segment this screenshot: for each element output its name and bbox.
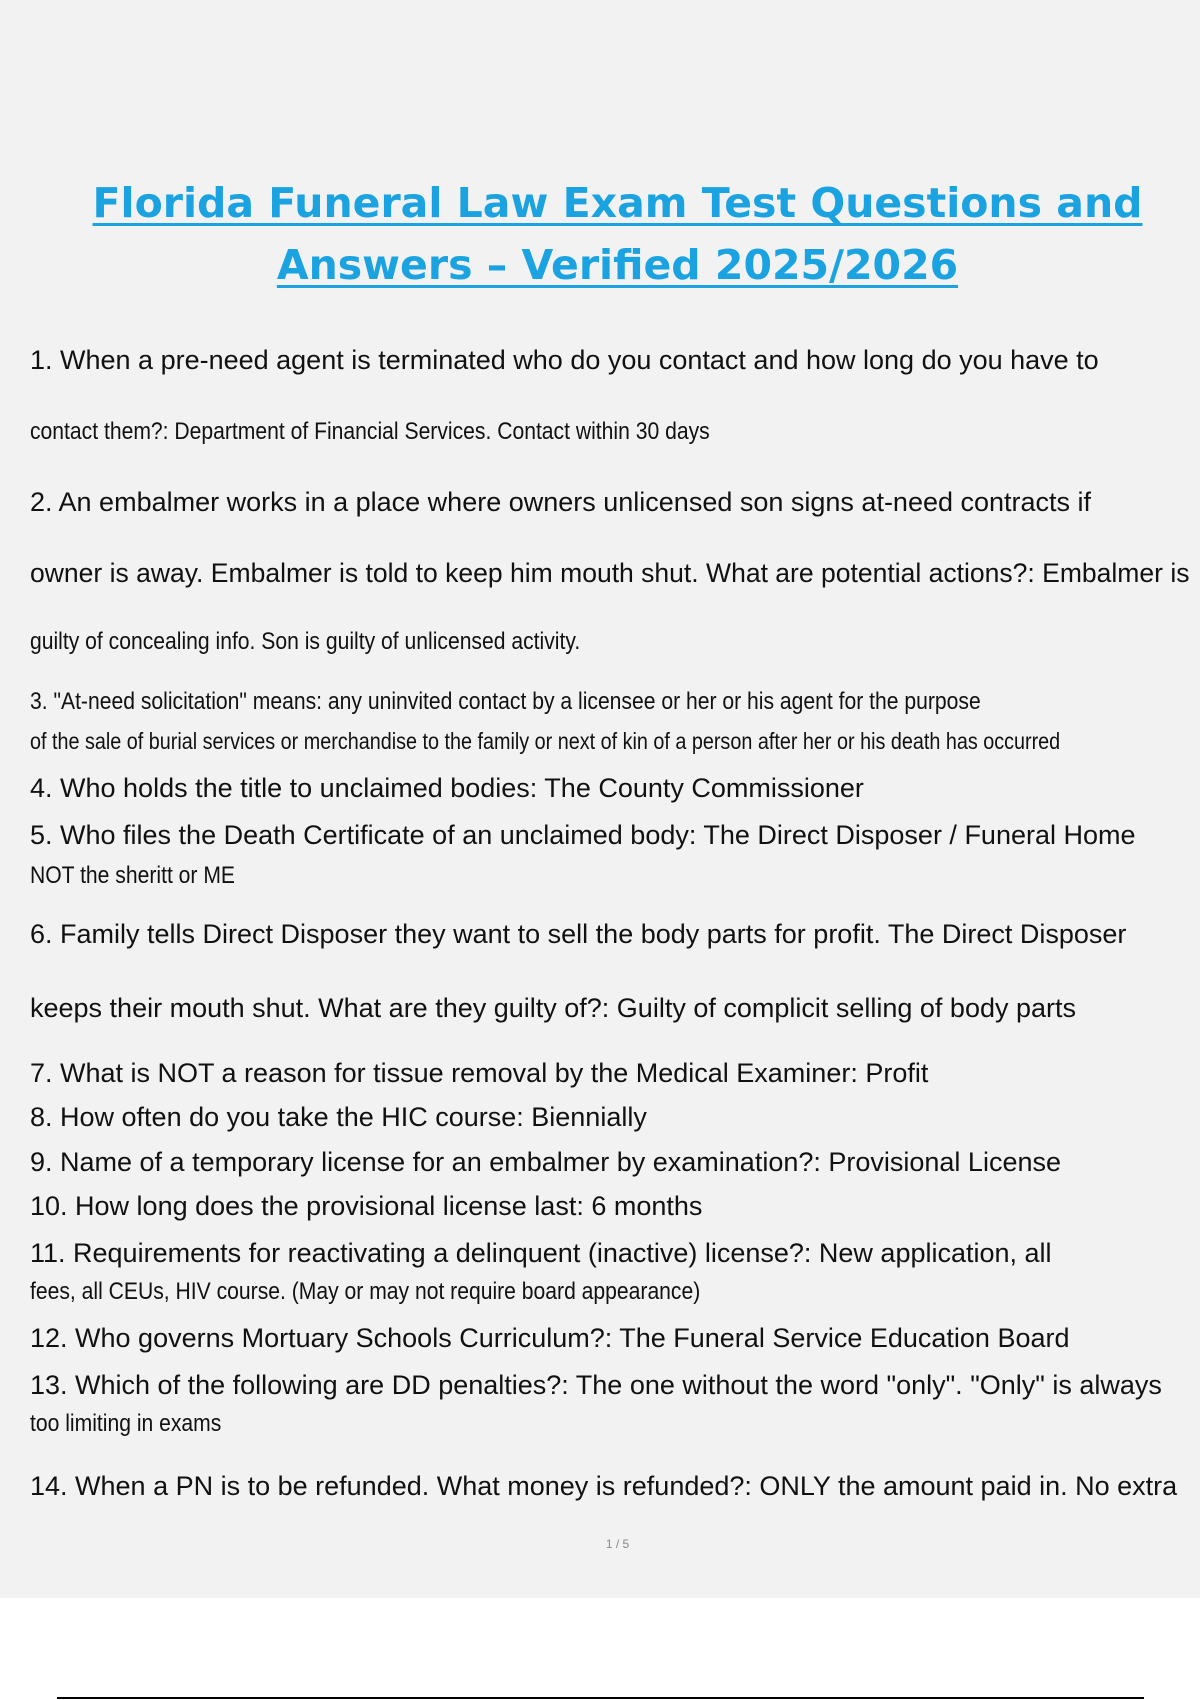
question-5-line-1: 5. Who files the Death Certificate of an unclaimed body: The Direct Disposer / Funeral Home (30, 820, 1136, 850)
question-11-line-1: 11. Requirements for reactivating a delinquent (inactive) license?: New application, all (30, 1238, 1052, 1268)
question-7: 7. What is NOT a reason for tissue removal by the Medical Examiner: Profit (30, 1058, 929, 1088)
footer-divider (57, 1697, 1144, 1699)
question-1-line-2: contact them?: Department of Financial Services. Contact within 30 days (30, 418, 710, 445)
question-12: 12. Who governs Mortuary Schools Curriculum?: The Funeral Service Education Board (30, 1323, 1070, 1353)
question-4: 4. Who holds the title to unclaimed bodies: The County Commissioner (30, 773, 864, 803)
document-title-line-1: Florida Funeral Law Exam Test Questions and (92, 179, 1143, 227)
document-title-line-2: Answers – Verified 2025/2026 (276, 241, 959, 289)
question-13-line-2: too limiting in exams (30, 1410, 222, 1437)
question-6-line-2: keeps their mouth shut. What are they guilty of?: Guilty of complicit selling of body parts (30, 993, 1076, 1023)
question-2-line-1: 2. An embalmer works in a place where owners unlicensed son signs at-need contracts if (30, 487, 1092, 517)
question-6-line-1: 6. Family tells Direct Disposer they want to sell the body parts for profit. The Direct Disposer (30, 919, 1127, 949)
question-10: 10. How long does the provisional license last: 6 months (30, 1191, 703, 1221)
question-2-line-3: guilty of concealing info. Son is guilty of unlicensed activity. (30, 628, 581, 655)
question-3-line-1: 3. "At-need solicitation" means: any uninvited contact by a licensee or her or his agent for the purpose (30, 688, 981, 715)
question-2-line-2: owner is away. Embalmer is told to keep him mouth shut. What are potential actions?: Embalmer is (30, 558, 1190, 588)
question-8: 8. How often do you take the HIC course: Biennially (30, 1102, 647, 1132)
question-5-line-2: NOT the sheritt or ME (30, 862, 236, 889)
question-1-line-1: 1. When a pre-need agent is terminated who do you contact and how long do you have to (30, 345, 1099, 375)
question-3-line-2: of the sale of burial services or merchandise to the family or next of kin of a person after her or his death has occurred (30, 728, 1061, 754)
question-13-line-1: 13. Which of the following are DD penalties?: The one without the word "only". "Only" is always (30, 1370, 1162, 1400)
page-number: 1 / 5 (605, 1537, 630, 1551)
question-11-line-2: fees, all CEUs, HIV course. (May or may not require board appearance) (30, 1278, 701, 1305)
question-14: 14. When a PN is to be refunded. What money is refunded?: ONLY the amount paid in. No extra (30, 1471, 1178, 1501)
question-9: 9. Name of a temporary license for an embalmer by examination?: Provisional License (30, 1147, 1061, 1177)
